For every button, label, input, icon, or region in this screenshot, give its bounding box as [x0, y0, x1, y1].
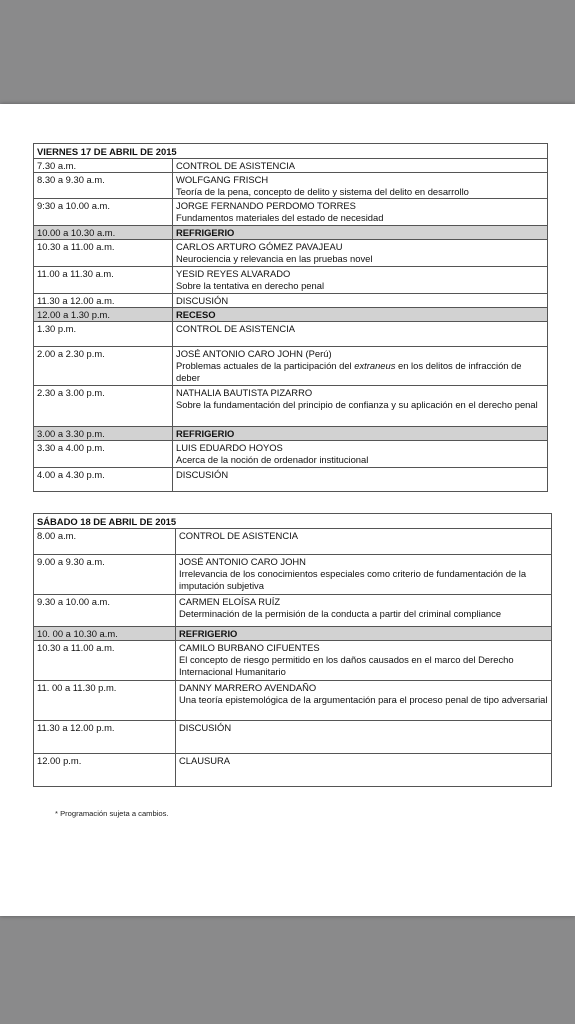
event-cell: [176, 529, 552, 555]
time-cell: 11.30 a 12.00 a.m.: [34, 294, 173, 308]
time-cell: 3.30 a 4.00 p.m.: [34, 441, 173, 468]
event-cell: [173, 322, 548, 347]
event-topic: Sobre la fundamentación del principio de confianza y su aplicación en el derecho penal: [176, 399, 538, 410]
event-title: DISCUSIÓN: [179, 722, 232, 733]
document-page: [0, 104, 575, 916]
schedule-row: [34, 347, 548, 386]
event-cell: [173, 226, 548, 240]
event-title: JOSÉ ANTONIO CARO JOHN (Perú): [176, 348, 332, 359]
schedule-row: [34, 386, 548, 427]
footnote: * Programación sujeta a cambios.: [55, 809, 169, 818]
time-cell: 3.00 a 3.30 p.m.: [34, 427, 173, 441]
time-cell: 10. 00 a 10.30 a.m.: [34, 627, 176, 641]
event-title: CAMILO BURBANO CIFUENTES: [179, 642, 320, 653]
event-cell: [173, 386, 548, 427]
event-cell: [173, 294, 548, 308]
event-title: DISCUSIÓN: [176, 469, 229, 480]
event-title: CARMEN ELOÍSA RUÍZ: [179, 596, 281, 607]
event-topic-emphasis: extraneus: [354, 360, 396, 371]
event-cell: [176, 555, 552, 595]
day-title: VIERNES 17 DE ABRIL DE 2015: [34, 144, 548, 159]
schedule-row: [34, 468, 548, 492]
event-title: NATHALIA BAUTISTA PIZARRO: [176, 387, 313, 398]
time-cell: 2.00 a 2.30 p.m.: [34, 347, 173, 386]
time-cell: 2.30 a 3.00 p.m.: [34, 386, 173, 427]
event-topic: Teoría de la pena, concepto de delito y sistema del delito en desarrollo: [176, 186, 469, 197]
event-title: CONTROL DE ASISTENCIA: [179, 530, 298, 541]
schedule-row: [34, 721, 552, 754]
event-topic: Sobre la tentativa en derecho penal: [176, 280, 325, 291]
event-cell: [176, 721, 552, 754]
event-cell: [173, 441, 548, 468]
event-title: RECESO: [176, 309, 216, 320]
time-cell: 10.30 a 11.00 a.m.: [34, 240, 173, 267]
event-cell: [176, 595, 552, 627]
event-topic: Acerca de la noción de ordenador institucional: [176, 454, 369, 465]
schedule-row: [34, 555, 552, 595]
schedule-row: [34, 199, 548, 226]
day-title: SÁBADO 18 DE ABRIL DE 2015: [34, 514, 552, 529]
schedule-row: [34, 322, 548, 347]
event-title: WOLFGANG FRISCH: [176, 174, 269, 185]
event-cell: [176, 641, 552, 681]
schedule-row: [34, 754, 552, 787]
schedule-row: [34, 159, 548, 173]
friday-schedule-table: [33, 143, 548, 492]
time-cell: 7.30 a.m.: [34, 159, 173, 173]
saturday-schedule-table: [33, 513, 552, 787]
event-topic: [176, 360, 544, 384]
break-row: [34, 427, 548, 441]
schedule-row: [34, 641, 552, 681]
event-topic-text: Problemas actuales de la participación del: [176, 360, 355, 371]
event-title: YESID REYES ALVARADO: [176, 268, 291, 279]
time-cell: 11.30 a 12.00 p.m.: [34, 721, 176, 754]
schedule-row: [34, 441, 548, 468]
schedule-row: [34, 529, 552, 555]
event-cell: [173, 308, 548, 322]
schedule-row: [34, 173, 548, 199]
break-row: [34, 627, 552, 641]
event-topic: Fundamentos materiales del estado de necesidad: [176, 212, 384, 223]
event-cell: [173, 347, 548, 386]
event-topic: Determinación de la permisión de la conducta a partir del criminal compliance: [179, 608, 502, 619]
event-cell: [173, 159, 548, 173]
schedule-row: [34, 595, 552, 627]
table-header-row: [34, 144, 548, 159]
event-title: REFRIGERIO: [176, 227, 235, 238]
event-cell: [176, 627, 552, 641]
time-cell: 11.00 a 11.30 a.m.: [34, 267, 173, 294]
event-topic: Una teoría epistemológica de la argumentación para el proceso penal de tipo adversarial: [179, 694, 548, 705]
schedule-row: [34, 681, 552, 721]
event-topic-text: en los delitos de infracción de deber: [176, 360, 522, 383]
event-cell: [173, 468, 548, 492]
event-title: JOSÉ ANTONIO CARO JOHN: [179, 556, 306, 567]
event-title: JORGE FERNANDO PERDOMO TORRES: [176, 200, 356, 211]
time-cell: 8.30 a 9.30 a.m.: [34, 173, 173, 199]
event-cell: [173, 267, 548, 294]
time-cell: 12.00 p.m.: [34, 754, 176, 787]
event-title: LUIS EDUARDO HOYOS: [176, 442, 283, 453]
event-topic: El concepto de riesgo permitido en los daños causados en el marco del Derecho Internacional Humanitario: [179, 654, 514, 677]
event-title: DANNY MARRERO AVENDAÑO: [179, 682, 317, 693]
time-cell: 9:30 a 10.00 a.m.: [34, 199, 173, 226]
event-title: CONTROL DE ASISTENCIA: [176, 160, 295, 171]
event-title: DISCUSIÓN: [176, 295, 229, 306]
break-row: [34, 308, 548, 322]
time-cell: 8.00 a.m.: [34, 529, 176, 555]
time-cell: 10.30 a 11.00 a.m.: [34, 641, 176, 681]
table-header-row: [34, 514, 552, 529]
event-title: CONTROL DE ASISTENCIA: [176, 323, 295, 334]
event-title: CLAUSURA: [179, 755, 231, 766]
schedule-row: [34, 267, 548, 294]
schedule-row: [34, 294, 548, 308]
event-cell: [176, 754, 552, 787]
event-cell: [173, 173, 548, 199]
event-topic: Irrelevancia de los conocimientos especiales como criterio de fundamentación de la imputación subjetiva: [179, 568, 527, 591]
event-cell: [173, 240, 548, 267]
time-cell: 10.00 a 10.30 a.m.: [34, 226, 173, 240]
time-cell: 9.30 a 10.00 a.m.: [34, 595, 176, 627]
time-cell: 4.00 a 4.30 p.m.: [34, 468, 173, 492]
event-topic: Neurociencia y relevancia en las pruebas novel: [176, 253, 373, 264]
schedule-row: [34, 240, 548, 267]
event-title: REFRIGERIO: [176, 428, 235, 439]
event-cell: [173, 427, 548, 441]
break-row: [34, 226, 548, 240]
event-cell: [176, 681, 552, 721]
time-cell: 11. 00 a 11.30 p.m.: [34, 681, 176, 721]
time-cell: 1.30 p.m.: [34, 322, 173, 347]
event-cell: [173, 199, 548, 226]
event-title: CARLOS ARTURO GÓMEZ PAVAJEAU: [176, 241, 343, 252]
time-cell: 12.00 a 1.30 p.m.: [34, 308, 173, 322]
event-title: REFRIGERIO: [179, 628, 238, 639]
time-cell: 9.00 a 9.30 a.m.: [34, 555, 176, 595]
